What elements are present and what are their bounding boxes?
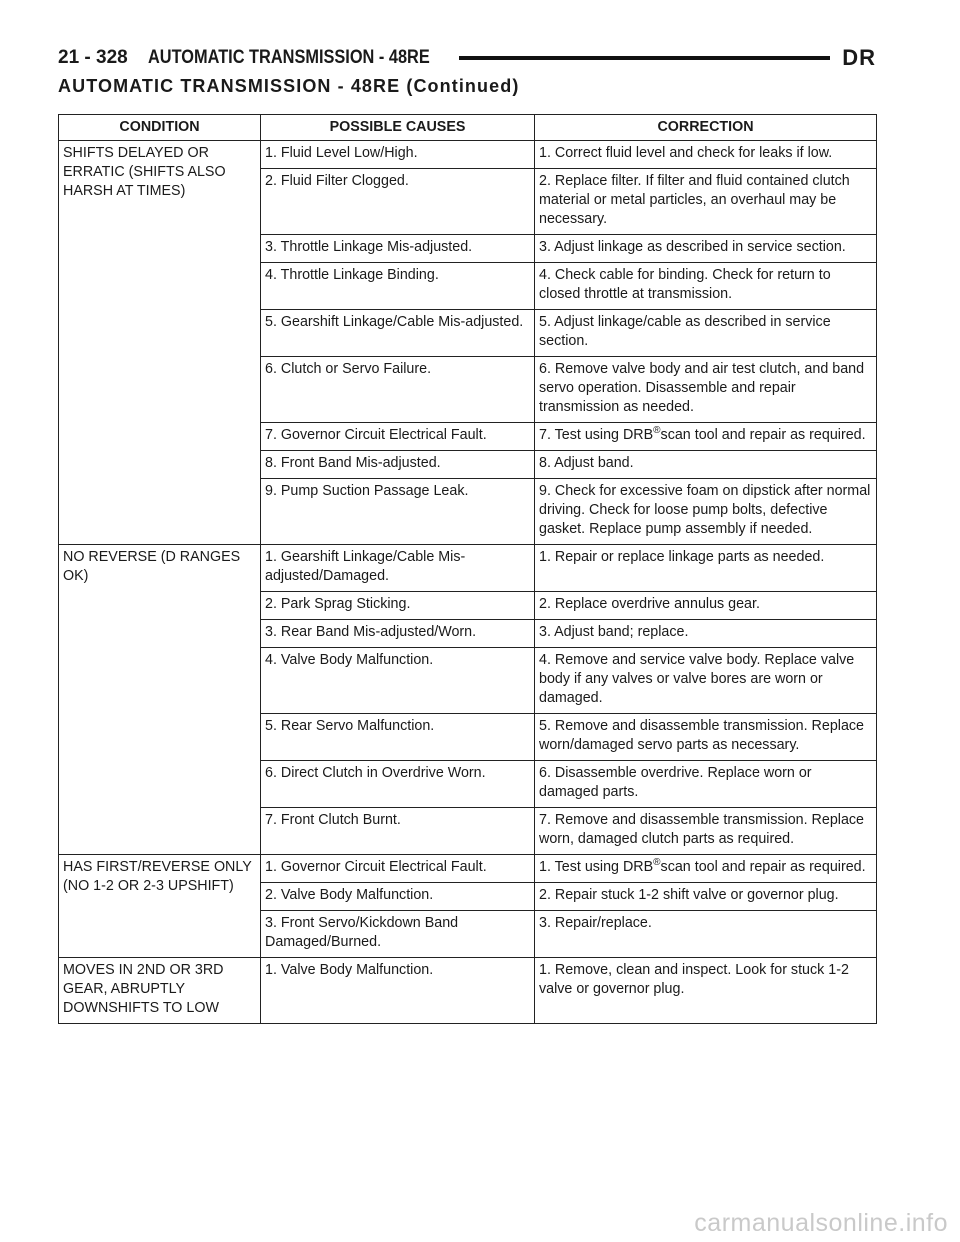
cause-cell: 5. Rear Servo Malfunction.: [261, 714, 535, 761]
table-row: [59, 855, 877, 883]
condition-cell: SHIFTS DELAYED OR ERRATIC (SHIFTS ALSO HARSH AT TIMES): [59, 141, 261, 545]
condition-cell: MOVES IN 2ND OR 3RD GEAR, ABRUPTLY DOWNSHIFTS TO LOW: [59, 958, 261, 1024]
cause-cell: 5. Gearshift Linkage/Cable Mis-adjusted.: [261, 310, 535, 357]
correction-cell: 2. Replace filter. If filter and fluid contained clutch material or metal particles, an overhaul may be necessary.: [535, 169, 877, 235]
table-row: [59, 141, 877, 169]
cause-cell: 2. Valve Body Malfunction.: [261, 883, 535, 911]
watermark: carmanualsonline.info: [694, 1209, 948, 1237]
cause-cell: 1. Fluid Level Low/High.: [261, 141, 535, 169]
cause-cell: 4. Valve Body Malfunction.: [261, 648, 535, 714]
correction-cell: [535, 855, 877, 883]
header-rule: [459, 56, 830, 60]
correction-text: scan tool and repair as required.: [660, 859, 866, 875]
cause-cell: 7. Governor Circuit Electrical Fault.: [261, 423, 535, 451]
cause-cell: 1. Gearshift Linkage/Cable Mis-adjusted/Damaged.: [261, 545, 535, 592]
cause-cell: 9. Pump Suction Passage Leak.: [261, 479, 535, 545]
table-row: [59, 958, 877, 1024]
page-header: [58, 46, 876, 70]
diagnosis-table: [58, 114, 877, 1024]
correction-cell: 3. Adjust band; replace.: [535, 620, 877, 648]
table-header-row: [59, 115, 877, 141]
registered-mark: ®: [653, 425, 661, 436]
cause-cell: 2. Park Sprag Sticking.: [261, 592, 535, 620]
cause-cell: 4. Throttle Linkage Binding.: [261, 263, 535, 310]
correction-cell: 5. Remove and disassemble transmission. Replace worn/damaged servo parts as necessary.: [535, 714, 877, 761]
table-body: [59, 141, 877, 1024]
correction-text: 1. Test using DRB: [539, 859, 654, 875]
cause-cell: 8. Front Band Mis-adjusted.: [261, 451, 535, 479]
page-subtitle: AUTOMATIC TRANSMISSION - 48RE (Continued): [58, 76, 520, 96]
table-row: [59, 545, 877, 592]
correction-cell: 6. Remove valve body and air test clutch, and band servo operation. Disassemble and repair transmission as needed.: [535, 357, 877, 423]
page-number: 21 - 328: [58, 47, 128, 68]
correction-cell: 2. Repair stuck 1-2 shift valve or governor plug.: [535, 883, 877, 911]
correction-cell: 7. Remove and disassemble transmission. Replace worn, damaged clutch parts as required.: [535, 808, 877, 855]
column-header-condition: CONDITION: [59, 115, 261, 141]
cause-cell: 3. Front Servo/Kickdown Band Damaged/Burned.: [261, 911, 535, 958]
correction-cell: 6. Disassemble overdrive. Replace worn or damaged parts.: [535, 761, 877, 808]
correction-cell: 5. Adjust linkage/cable as described in service section.: [535, 310, 877, 357]
correction-cell: 1. Repair or replace linkage parts as needed.: [535, 545, 877, 592]
correction-text: 7. Test using DRB: [539, 427, 654, 443]
correction-cell: 3. Adjust linkage as described in service section.: [535, 235, 877, 263]
cause-cell: 2. Fluid Filter Clogged.: [261, 169, 535, 235]
cause-cell: 3. Throttle Linkage Mis-adjusted.: [261, 235, 535, 263]
cause-cell: 1. Valve Body Malfunction.: [261, 958, 535, 1024]
correction-cell: 1. Remove, clean and inspect. Look for stuck 1-2 valve or governor plug.: [535, 958, 877, 1024]
column-header-correction: CORRECTION: [535, 115, 877, 141]
correction-cell: 3. Repair/replace.: [535, 911, 877, 958]
correction-cell: 8. Adjust band.: [535, 451, 877, 479]
column-header-causes: POSSIBLE CAUSES: [261, 115, 535, 141]
cause-cell: 6. Clutch or Servo Failure.: [261, 357, 535, 423]
cause-cell: 6. Direct Clutch in Overdrive Worn.: [261, 761, 535, 808]
model-code: DR: [842, 45, 876, 70]
correction-text: scan tool and repair as required.: [660, 427, 866, 443]
correction-cell: [535, 423, 877, 451]
registered-mark: ®: [653, 857, 661, 868]
correction-cell: 9. Check for excessive foam on dipstick after normal driving. Check for loose pump bolts, defective gasket. Replace pump assembly if needed.: [535, 479, 877, 545]
correction-cell: 1. Correct fluid level and check for leaks if low.: [535, 141, 877, 169]
cause-cell: 3. Rear Band Mis-adjusted/Worn.: [261, 620, 535, 648]
condition-cell: NO REVERSE (D RANGES OK): [59, 545, 261, 855]
cause-cell: 1. Governor Circuit Electrical Fault.: [261, 855, 535, 883]
correction-cell: 4. Check cable for binding. Check for return to closed throttle at transmission.: [535, 263, 877, 310]
section-title: AUTOMATIC TRANSMISSION - 48RE: [147, 47, 430, 68]
correction-cell: 2. Replace overdrive annulus gear.: [535, 592, 877, 620]
cause-cell: 7. Front Clutch Burnt.: [261, 808, 535, 855]
condition-cell: HAS FIRST/REVERSE ONLY (NO 1-2 OR 2-3 UPSHIFT): [59, 855, 261, 958]
correction-cell: 4. Remove and service valve body. Replace valve body if any valves or valve bores are worn or damaged.: [535, 648, 877, 714]
